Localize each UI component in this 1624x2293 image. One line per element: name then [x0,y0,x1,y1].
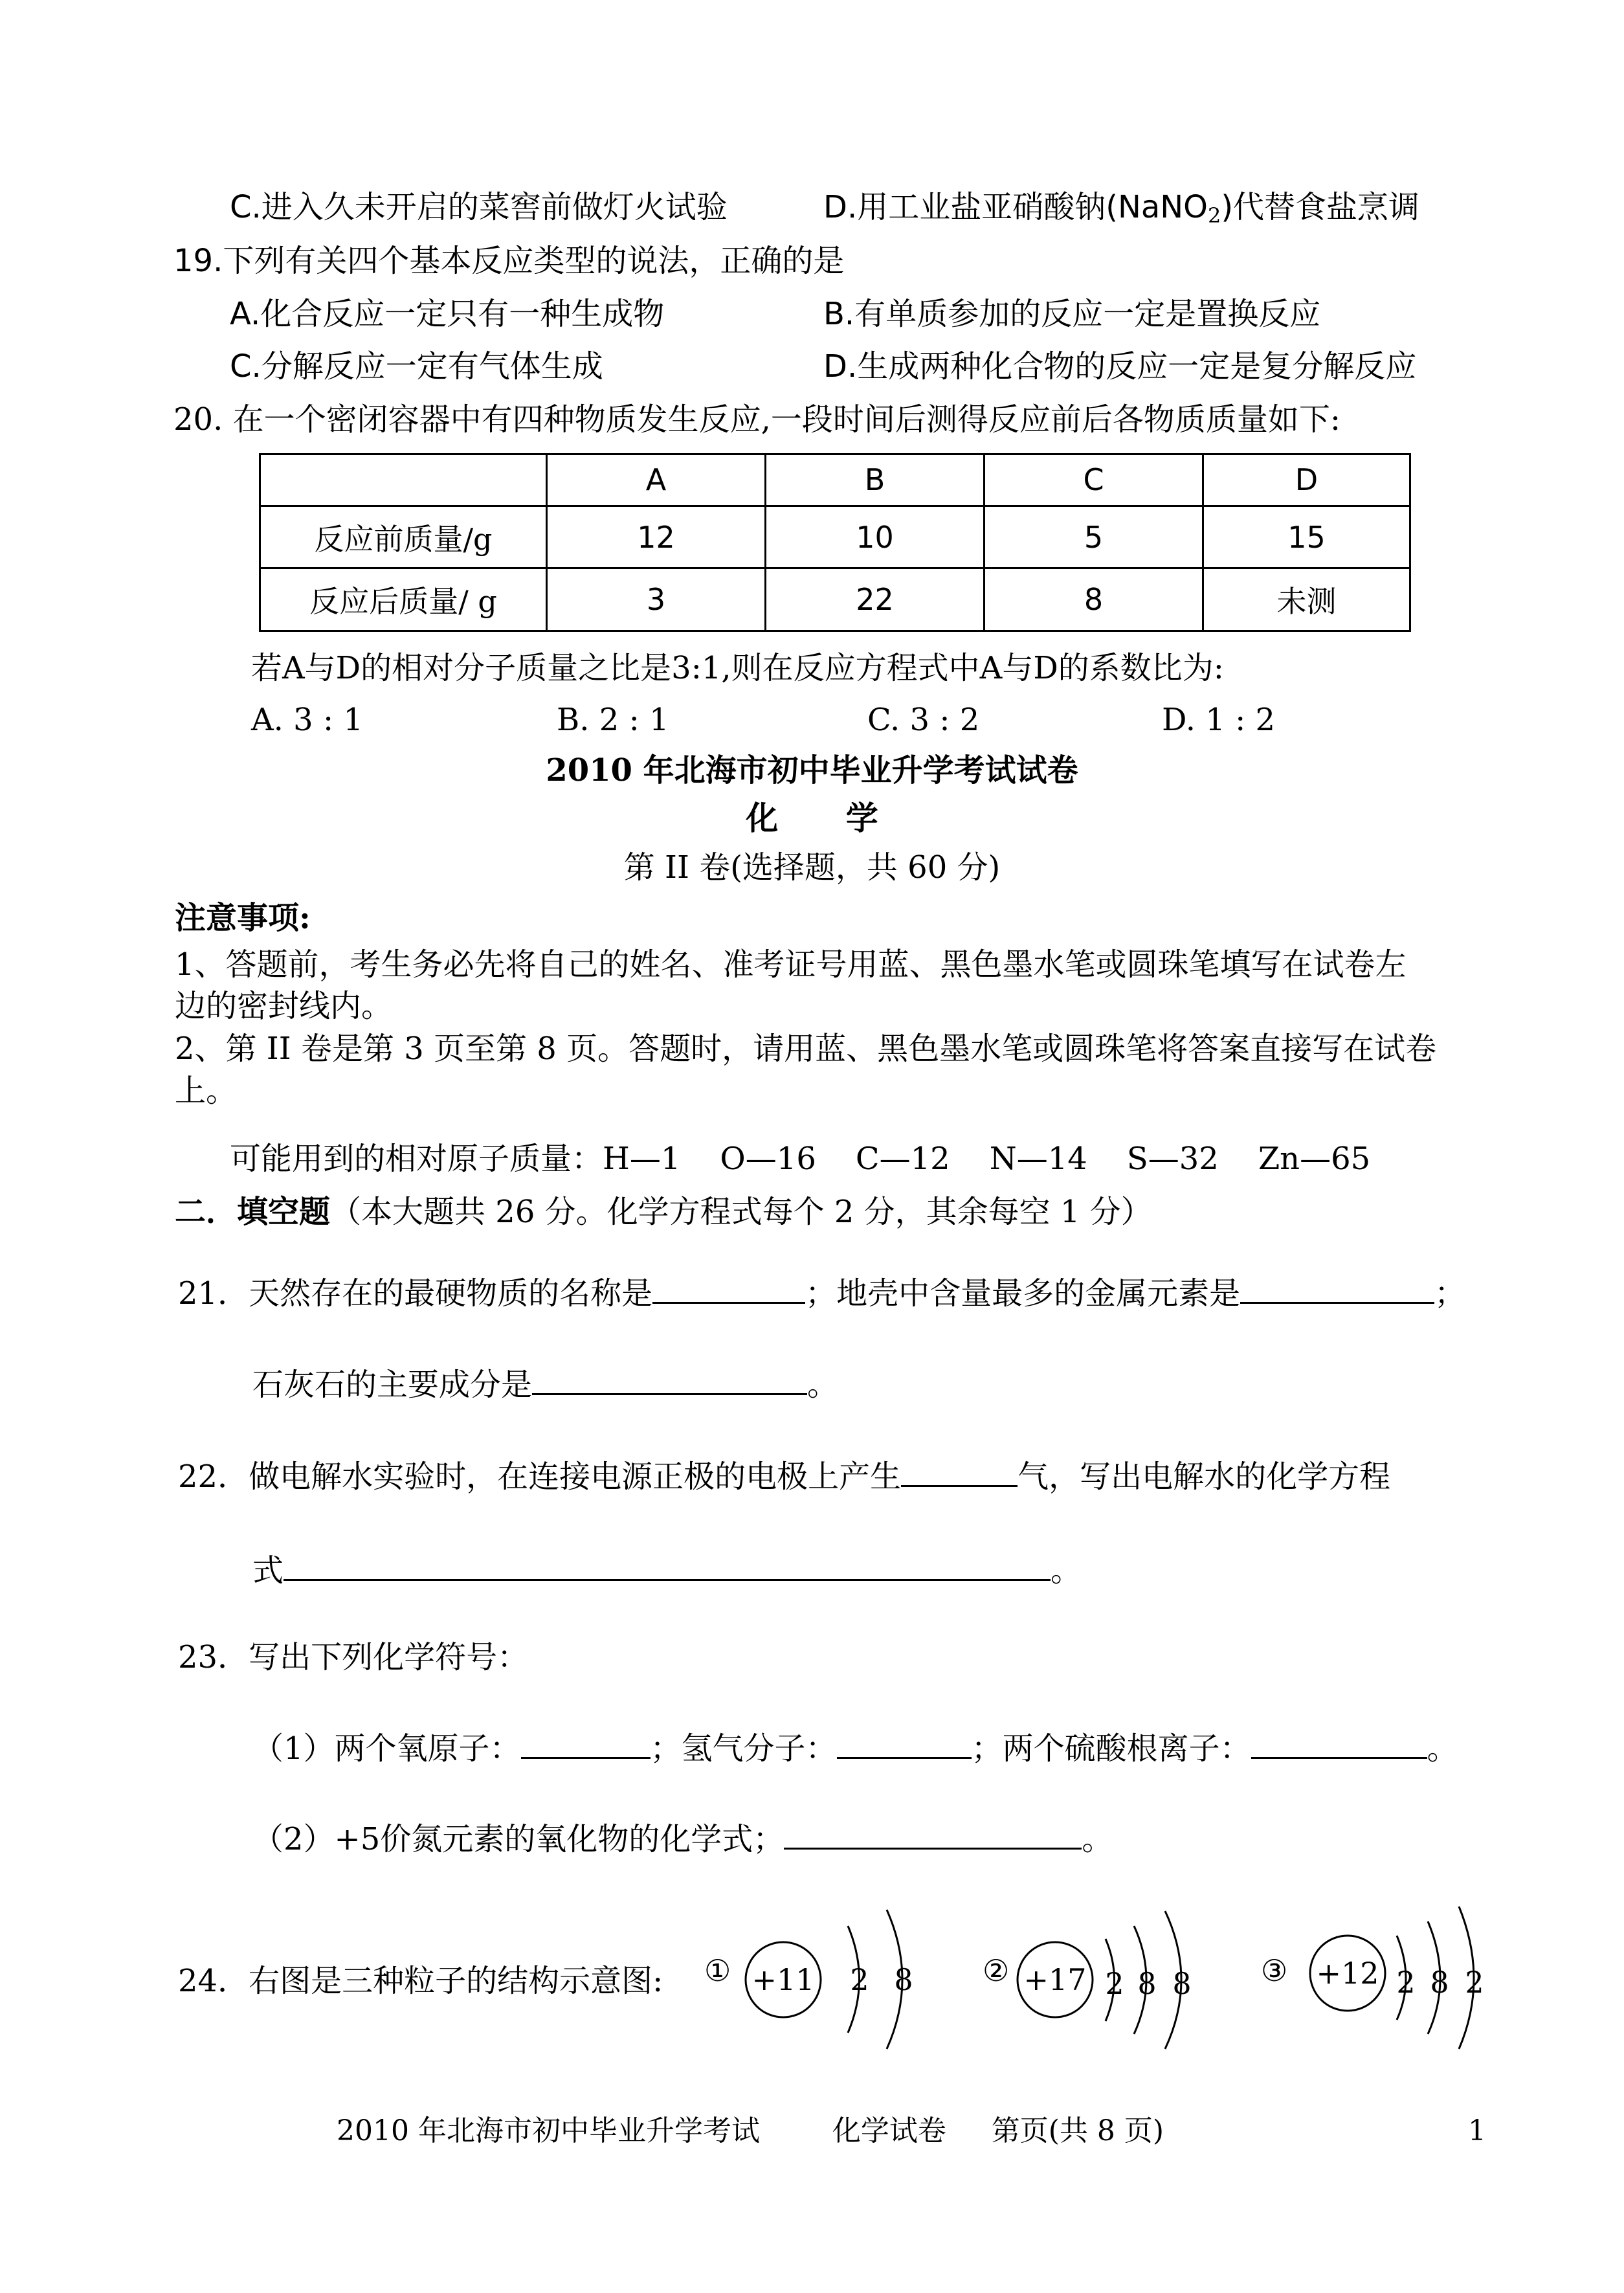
q22-line-2-text: 式 [252,1552,284,1589]
page-number: 1 [1468,2114,1486,2147]
q18-option-d-suffix: )代替食盐烹调 [1221,189,1420,225]
q22-line-2 [252,1550,1082,1590]
particle-structure-diagrams [647,1903,1502,2052]
q18-option-d-sub: 2 [1207,203,1221,228]
q21-end: 。 [807,1367,839,1403]
q21-part-3: ； [1434,1275,1466,1312]
part2-note: （本大题共 26 分。化学方程式每个 2 分，其余每空 1 分） [330,1194,1152,1230]
q19-option-d: D.生成两种化合物的反应一定是复分解反应 [823,348,1417,385]
particle-label: ③ [1261,1953,1288,1988]
table-cell: 10 [766,506,984,568]
nucleus-charge: +11 [751,1962,815,1997]
q18-option-d [823,188,1419,227]
table-header-cell: B [766,454,984,506]
q23-line-1-end: 。 [1427,1730,1458,1767]
page-footer: 2010 年北海市初中毕业升学考试 化学试卷 第页(共 8 页) [337,2114,1164,2147]
q21-line-2-text: 石灰石的主要成分是 [252,1367,533,1403]
shell-electron-count: 8 [1430,1965,1449,2000]
q20-option-a: A. 3 : 1 [251,702,363,738]
q24-stem: 24．右图是三种粒子的结构示意图: [178,1963,663,1999]
notes-heading: 注意事项: [175,900,311,936]
q21-part-1: 21．天然存在的最硬物质的名称是 [178,1275,653,1312]
particle-label: ② [983,1953,1010,1988]
notes-item-1-line-2: 边的密封线内。 [175,988,393,1024]
table-cell: 8 [984,568,1203,631]
particle-1-diagram [704,1910,913,2049]
q19-option-a: A.化合反应一定只有一种生成物 [230,296,665,332]
q18-option-c: C.进入久未开启的菜窖前做灯火试验 [230,189,728,225]
table-row [260,506,1410,568]
q20-stem: 20. 在一个密闭容器中有四种物质发生反应,一段时间后测得反应前后各物质质量如下: [173,401,1341,438]
answer-blank[interactable] [532,1365,807,1395]
table-cell: 12 [547,506,766,568]
q23-line-1 [252,1728,1458,1768]
q23-line-2-a: （2）+5价氮元素的氧化物的化学式； [252,1821,784,1857]
answer-blank[interactable] [837,1728,972,1759]
q20-condition: 若A与D的相对分子质量之比是3:1,则在反应方程式中A与D的系数比为: [251,650,1224,686]
q23-stem: 23．写出下列化学符号： [178,1639,529,1675]
table-row-label: 反应前质量/g [260,506,547,568]
table-cell: 5 [984,506,1203,568]
shell-electron-count: 2 [1396,1965,1416,2000]
shell-electron-count: 8 [1172,1966,1192,2001]
table-header-row [260,454,1410,506]
table-header-cell: C [984,454,1203,506]
table-header-cell [260,454,547,506]
volume-title: 第 II 卷(选择题，共 60 分) [623,849,1001,886]
table-row [260,568,1410,631]
answer-blank[interactable] [284,1550,1051,1581]
table-cell: 未测 [1203,568,1410,631]
nucleus-charge: +17 [1023,1962,1087,1997]
table-cell: 15 [1203,506,1410,568]
q20-option-d: D. 1 : 2 [1162,702,1276,738]
table-row-label: 反应后质量/ g [260,568,547,631]
answer-blank[interactable] [784,1819,1082,1850]
q22-part-2: 气，写出电解水的化学方程 [1018,1459,1391,1495]
shell-electron-count: 2 [1105,1966,1124,2001]
table-cell: 3 [547,568,766,631]
q22-end: 。 [1051,1552,1082,1589]
q19-option-c: C.分解反应一定有气体生成 [230,348,603,385]
notes-item-2-line-2: 上。 [175,1073,238,1109]
answer-blank[interactable] [521,1728,651,1759]
q23-line-1-c: ；两个硫酸根离子： [971,1730,1251,1767]
table-header-cell: A [547,454,766,506]
q20-option-c: C. 3 : 2 [867,702,980,738]
exam-title: 2010 年北海市初中毕业升学考试试卷 [546,752,1078,789]
q23-line-2-end: 。 [1082,1821,1113,1857]
answer-blank[interactable] [1251,1728,1427,1759]
atomic-masses: 可能用到的相对原子质量：H—1 O—16 C—12 N—14 S—32 Zn—65 [230,1141,1371,1177]
mass-table [259,453,1411,632]
q21-line-2 [252,1365,838,1404]
particle-label: ① [704,1953,731,1988]
shell-electron-count: 2 [850,1962,869,1997]
shell-electron-count: 2 [1465,1965,1484,2000]
answer-blank[interactable] [652,1273,805,1304]
q21-line-1 [178,1273,1465,1313]
particle-2-diagram [983,1911,1192,2049]
q23-line-1-b: ；氢气分子： [650,1730,837,1767]
q18-option-d-prefix: D.用工业盐亚硝酸钠(NaNO [823,189,1208,225]
part2-heading-line [175,1192,1152,1231]
q19-stem: 19.下列有关四个基本反应类型的说法，正确的是 [173,243,845,279]
particle-3-diagram [1261,1907,1484,2049]
table-header-cell: D [1203,454,1410,506]
shell-electron-count: 8 [1137,1966,1157,2001]
notes-item-1-line-1: 1、答题前，考生务必先将自己的姓名、准考证号用蓝、黑色墨水笔或圆珠笔填写在试卷左 [175,946,1407,983]
answer-blank[interactable] [1240,1273,1434,1304]
shell-electron-count: 8 [894,1962,913,1997]
q23-line-1-a: （1）两个氧原子： [252,1730,521,1767]
answer-blank[interactable] [901,1457,1018,1487]
q19-option-b: B.有单质参加的反应一定是置换反应 [823,296,1321,332]
table-cell: 22 [766,568,984,631]
q22-part-1: 22．做电解水实验时，在连接电源正极的电极上产生 [178,1459,902,1495]
q20-option-b: B. 2 : 1 [557,702,669,738]
q23-line-2 [252,1819,1113,1859]
nucleus-charge: +12 [1316,1956,1379,1991]
subject-title: 化 学 [746,799,878,837]
q22-line-1 [178,1457,1390,1496]
notes-item-2-line-1: 2、第 II 卷是第 3 页至第 8 页。答题时，请用蓝、黑色墨水笔或圆珠笔将答案直接写在试卷 [175,1031,1437,1067]
part2-heading: 二．填空题 [175,1194,331,1230]
q21-part-2: ；地壳中含量最多的金属元素是 [805,1275,1241,1312]
